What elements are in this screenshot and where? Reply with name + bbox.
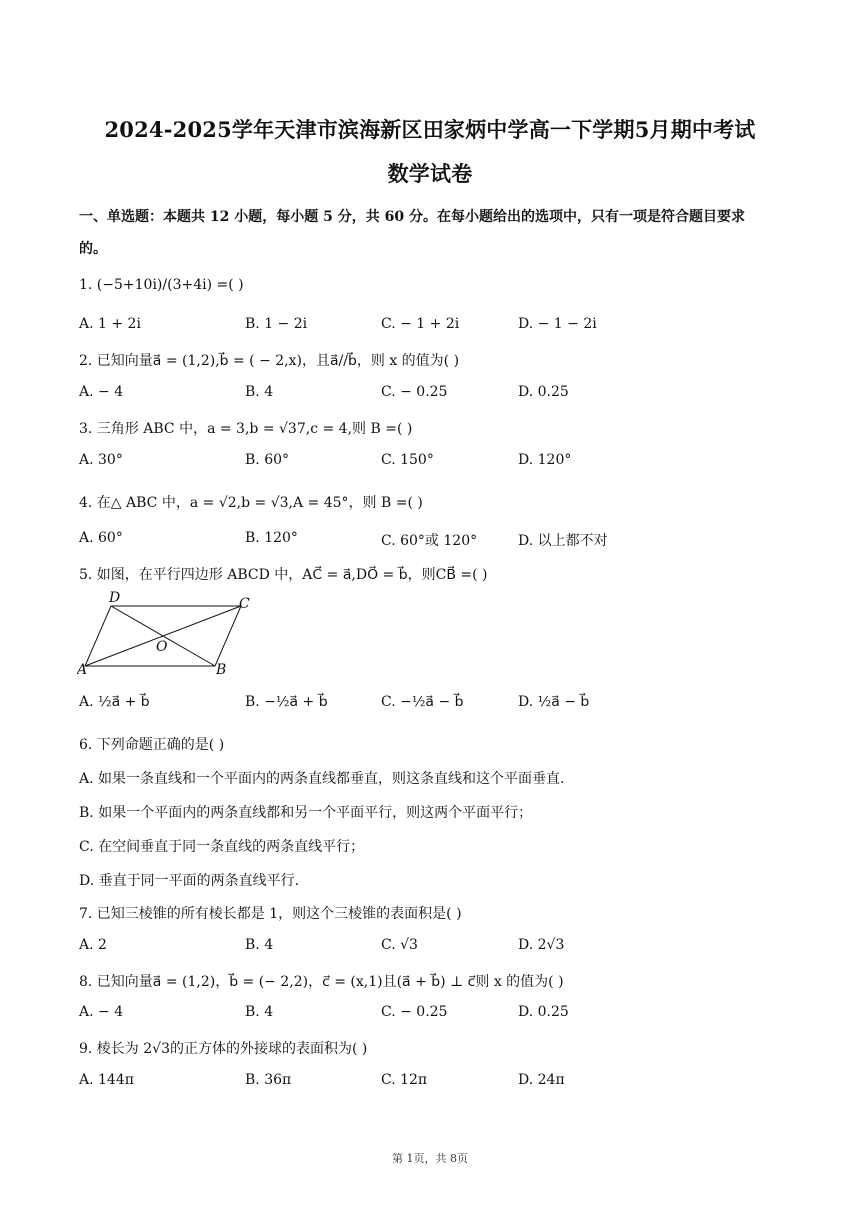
vertex-label-a: A	[77, 662, 88, 678]
question-5-stem: 5. 如图，在平行四边形 ABCD 中，AC⃗ = a⃗,DO⃗ = b⃗，则CB⃗ =( )	[79, 567, 488, 583]
question-9-stem: 9. 棱长为 2√3的正方体的外接球的表面积为( )	[79, 1041, 368, 1057]
question-7-stem: 7. 已知三棱锥的所有棱长都是 1，则这个三棱锥的表面积是( )	[79, 906, 462, 922]
q7-option-c: C. √3	[381, 937, 418, 953]
parallelogram-diagram	[77, 590, 267, 680]
q5-option-b: B. −½a⃗ + b⃗	[245, 694, 328, 710]
q2-option-b: B. 4	[245, 384, 274, 400]
center-label-o: O	[156, 639, 168, 655]
q6-option-c: C. 在空间垂直于同一条直线的两条直线平行；	[79, 839, 365, 855]
vertex-label-d: D	[109, 590, 121, 606]
q3-option-d: D. 120°	[518, 452, 572, 468]
vertex-label-c: C	[239, 596, 250, 612]
q1-option-b: B. 1 − 2i	[245, 316, 308, 332]
q8-option-b: B. 4	[245, 1004, 274, 1020]
question-8-stem: 8. 已知向量a⃗ = (1,2)，b⃗ = (− 2,2)，c⃗ = (x,1)且(a⃗ + b⃗) ⊥ c⃗则 x 的值为( )	[79, 974, 564, 990]
q7-option-d: D. 2√3	[518, 937, 565, 953]
exam-subtitle: 数学试卷	[387, 161, 473, 186]
q2-option-d: D. 0.25	[518, 384, 569, 400]
q8-option-a: A. − 4	[79, 1004, 124, 1020]
q7-option-b: B. 4	[245, 937, 274, 953]
q5-option-c: C. −½a⃗ − b⃗	[381, 694, 464, 710]
vertex-label-b: B	[216, 662, 227, 678]
question-3-stem: 3. 三角形 ABC 中，a = 3,b = √37,c = 4,则 B =( )	[79, 421, 413, 437]
q9-option-d: D. 24π	[518, 1072, 565, 1088]
q4-option-c: C. 60°或 120°	[381, 533, 478, 549]
question-2-stem: 2. 已知向量a⃗ = (1,2),b⃗ = ( − 2,x)，且a⃗//b⃗，则 x 的值为( )	[79, 353, 460, 369]
q1-option-c: C. − 1 + 2i	[381, 316, 460, 332]
q3-option-c: C. 150°	[381, 452, 434, 468]
q8-option-c: C. − 0.25	[381, 1004, 448, 1020]
q5-option-d: D. ½a⃗ − b⃗	[518, 694, 590, 710]
question-6-stem: 6. 下列命题正确的是( )	[79, 737, 225, 753]
q9-option-b: B. 36π	[245, 1072, 292, 1088]
q2-option-c: C. − 0.25	[381, 384, 448, 400]
exam-title: 2024-2025学年天津市滨海新区田家炳中学高一下学期5月期中考试	[104, 117, 756, 142]
q4-option-b: B. 120°	[245, 530, 298, 546]
q7-option-a: A. 2	[79, 937, 107, 953]
question-1-stem: 1. (−5+10i)/(3+4i) =( )	[79, 277, 244, 293]
q9-option-c: C. 12π	[381, 1072, 428, 1088]
page-footer: 第 1页，共 8页	[392, 1152, 468, 1165]
q5-option-a: A. ½a⃗ + b⃗	[79, 694, 150, 710]
q6-option-b: B. 如果一个平面内的两条直线都和另一个平面平行，则这两个平面平行；	[79, 805, 533, 821]
q9-option-a: A. 144π	[79, 1072, 134, 1088]
q1-option-d: D. − 1 − 2i	[518, 316, 597, 332]
q8-option-d: D. 0.25	[518, 1004, 569, 1020]
q6-option-a: A. 如果一条直线和一个平面内的两条直线都垂直，则这条直线和这个平面垂直.	[79, 771, 565, 787]
q6-option-d: D. 垂直于同一平面的两条直线平行.	[79, 873, 300, 889]
q3-option-a: A. 30°	[79, 452, 123, 468]
q2-option-a: A. − 4	[79, 384, 124, 400]
q3-option-b: B. 60°	[245, 452, 290, 468]
q4-option-d: D. 以上都不对	[518, 533, 608, 549]
diagonal-db	[111, 606, 215, 666]
section-heading: 一、单选题：本题共 12 小题，每小题 5 分，共 60 分。在每小题给出的选项中，只有一项是符合题目要求	[79, 209, 745, 225]
q4-option-a: A. 60°	[79, 530, 123, 546]
section-heading-cont: 的。	[79, 241, 107, 257]
question-4-stem: 4. 在△ ABC 中，a = √2,b = √3,A = 45°，则 B =( )	[79, 495, 423, 511]
q1-option-a: A. 1 + 2i	[79, 316, 141, 332]
